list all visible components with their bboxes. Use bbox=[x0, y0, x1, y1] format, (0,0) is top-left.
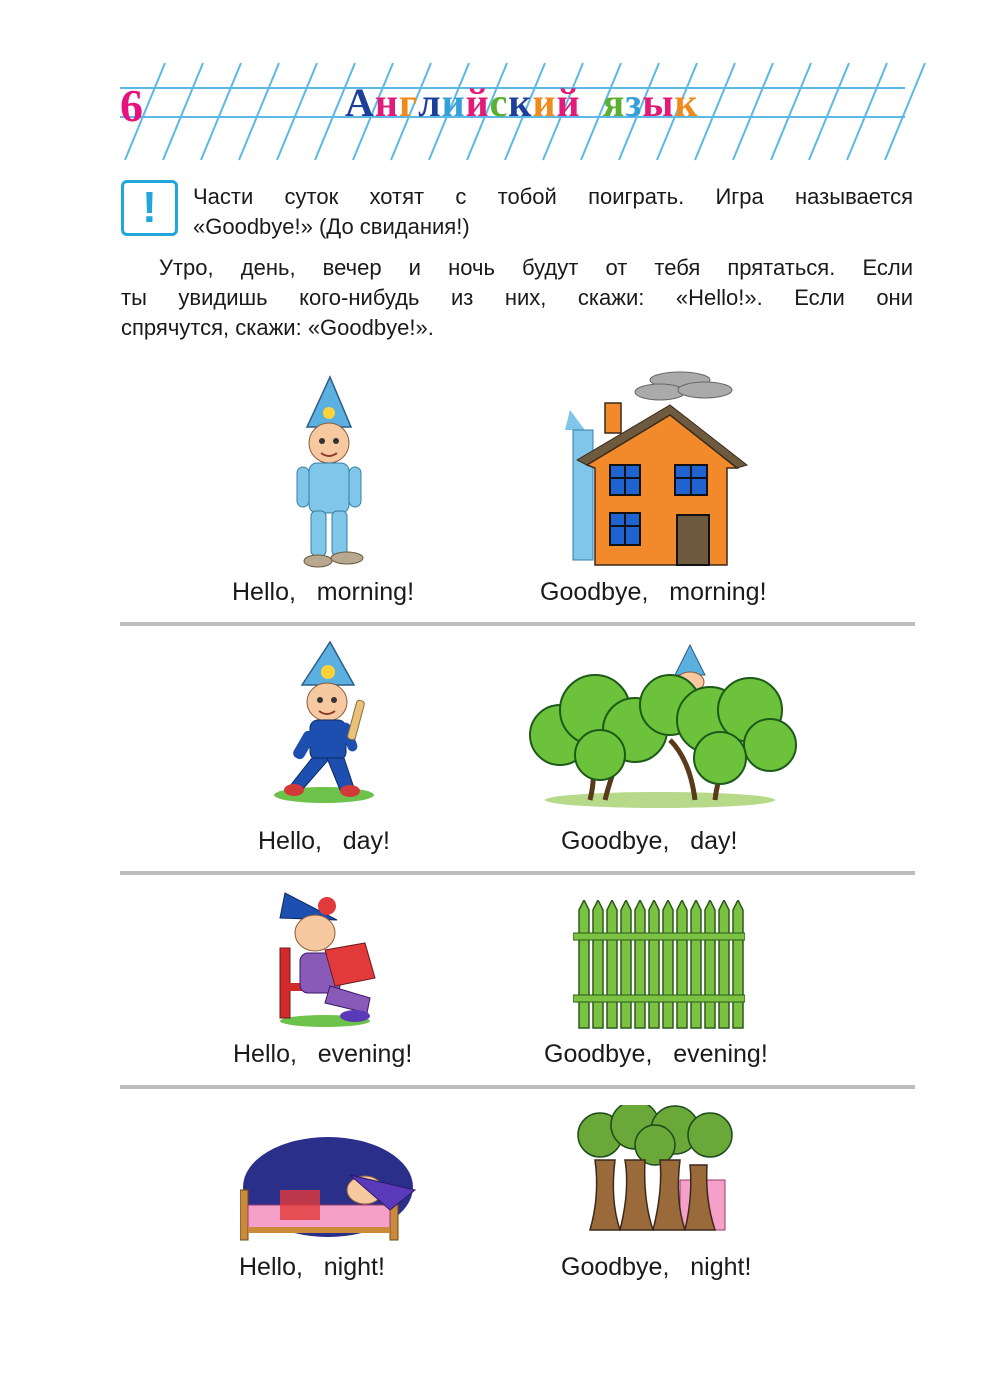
title-letter: и bbox=[441, 80, 466, 125]
intro-line-1: Части суток хотят с тобой поиграть. Игра называется bbox=[193, 184, 913, 209]
caption-hello-morning: Hello, morning! bbox=[232, 578, 415, 606]
title-letter: з bbox=[625, 80, 643, 125]
title-letter: й bbox=[465, 80, 490, 125]
caption-goodbye-day: Goodbye, day! bbox=[561, 827, 738, 855]
gnome-evening-illustration bbox=[275, 888, 385, 1028]
row-separator bbox=[120, 1085, 915, 1089]
instructions-line-2: ты увидишь кого-нибудь из них, скажи: «Hello!». Если они bbox=[121, 285, 913, 310]
row-separator bbox=[120, 871, 915, 875]
gnome-morning-illustration bbox=[285, 375, 375, 570]
trees-night-illustration bbox=[575, 1105, 735, 1235]
title-letter: с bbox=[489, 80, 509, 125]
title-letter: к bbox=[508, 80, 533, 125]
page-title bbox=[345, 80, 699, 125]
instructions-line-1: Утро, день, вечер и ночь будут от тебя прятаться. Если bbox=[159, 255, 913, 280]
title-letter: к bbox=[674, 80, 699, 125]
bushes-illustration bbox=[520, 640, 800, 810]
intro-line-2: «Goodbye!» (До свидания!) bbox=[193, 214, 470, 239]
page-number: 6 bbox=[120, 80, 143, 131]
caption-goodbye-evening: Goodbye, evening! bbox=[544, 1040, 768, 1068]
house-illustration bbox=[565, 370, 755, 570]
exclamation-icon: ! bbox=[121, 180, 178, 236]
title-letter: н bbox=[374, 80, 399, 125]
caption-hello-evening: Hello, evening! bbox=[233, 1040, 413, 1068]
title-letter: А bbox=[345, 80, 375, 125]
title-letter bbox=[581, 83, 603, 123]
gnome-night-bed-illustration bbox=[240, 1135, 420, 1245]
title-letter: л bbox=[418, 80, 442, 125]
fence-illustration bbox=[573, 900, 745, 1030]
caption-goodbye-morning: Goodbye, morning! bbox=[540, 578, 767, 606]
caption-hello-night: Hello, night! bbox=[239, 1253, 385, 1281]
title-letter: г bbox=[398, 80, 419, 125]
instructions-line-3: спрячутся, скажи: «Goodbye!». bbox=[121, 315, 434, 340]
title-letter: й bbox=[556, 80, 581, 125]
title-letter: я bbox=[602, 80, 626, 125]
caption-goodbye-night: Goodbye, night! bbox=[561, 1253, 752, 1281]
row-separator bbox=[120, 622, 915, 626]
page-header bbox=[0, 55, 1000, 165]
caption-hello-day: Hello, day! bbox=[258, 827, 391, 855]
gnome-day-illustration bbox=[272, 640, 377, 805]
title-letter: и bbox=[532, 80, 557, 125]
title-letter: ы bbox=[642, 80, 675, 125]
